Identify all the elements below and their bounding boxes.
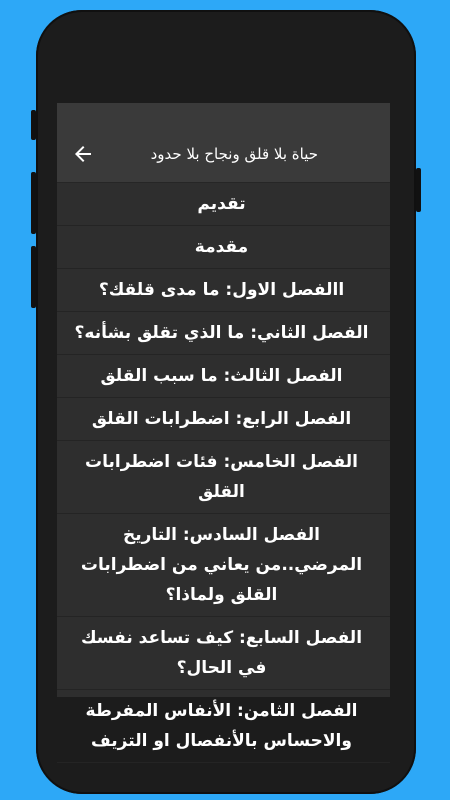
chapter-list	[57, 183, 390, 763]
arrow-back-icon[interactable]	[71, 142, 95, 166]
app-screen	[57, 103, 390, 751]
list-item-chapter-8[interactable]: الفصل الثامن: الأنفاس المفرطة والاحساس بالأنفصال او التزيف	[57, 690, 390, 763]
list-item-chapter-3[interactable]: الفصل الثالث: ما سبب القلق	[57, 355, 390, 398]
app-title: حياة بلا قلق ونجاح بلا حدود	[150, 145, 318, 163]
list-item-chapter-4[interactable]: الفصل الرابع: اضطرابات القلق	[57, 398, 390, 441]
list-item-preface[interactable]: مقدمة	[57, 226, 390, 269]
list-item-chapter-1[interactable]: االفصل الاول: ما مدى قلقك؟	[57, 269, 390, 312]
list-item-chapter-6[interactable]: الفصل السادس: التاريخ المرضي..من يعاني من اضطرابات القلق ولماذا؟	[57, 514, 390, 617]
app-bar	[57, 103, 390, 183]
phone-power-button	[416, 168, 421, 212]
list-item-chapter-2[interactable]: الفصل الثاني: ما الذي تقلق بشأنه؟	[57, 312, 390, 355]
list-item-chapter-5[interactable]: الفصل الخامس: فئات اضطرابات القلق	[57, 441, 390, 514]
list-item-chapter-7[interactable]: الفصل السابع: كيف تساعد نفسك في الحال؟	[57, 617, 390, 690]
arrow-back-icon-graphic	[71, 142, 95, 166]
list-item-intro[interactable]: تقديم	[57, 183, 390, 226]
